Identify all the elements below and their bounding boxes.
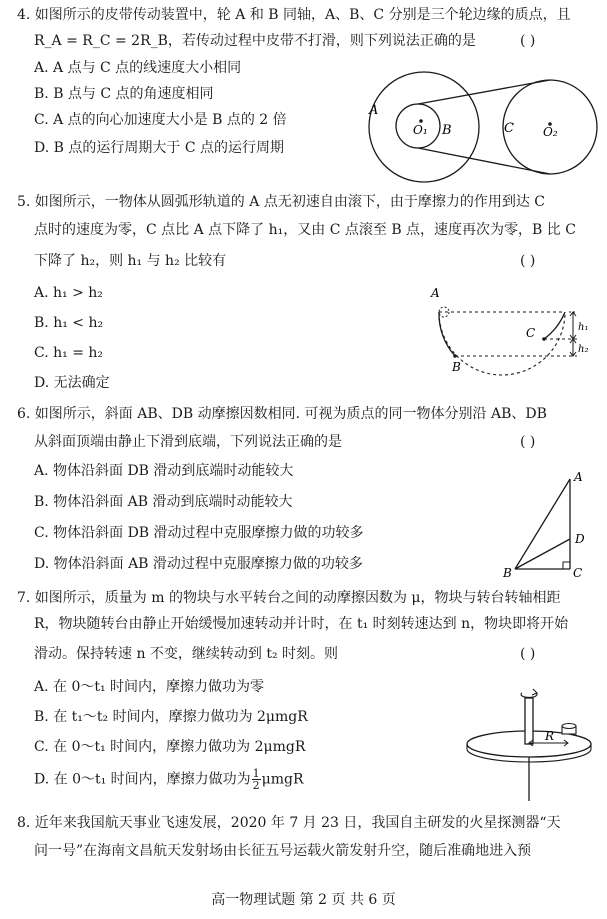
q8-stem-line-2: 问一号”在海南文昌航天发射场由长征五号运载火箭发射升空，随后准确地进入预	[34, 843, 532, 859]
label-o1: O₁	[413, 123, 428, 137]
label-c: C	[504, 121, 514, 136]
belt-top	[418, 80, 550, 104]
q7-option-c: C. 在 0～t₁ 时间内，摩擦力做功为 2μmgR	[34, 739, 306, 755]
block-top	[562, 724, 576, 729]
right-angle-mark	[563, 562, 570, 569]
q7-option-d-formula: μmgR	[261, 771, 304, 788]
label-o2: O₂	[543, 125, 558, 139]
q7-turntable-figure	[459, 680, 599, 805]
q4-answer-paren: ( )	[520, 33, 536, 49]
q6-answer-paren: ( )	[520, 434, 536, 450]
rotation-arrow-head	[532, 689, 537, 695]
q5-answer-paren: ( )	[520, 253, 536, 269]
q4-belt-figure	[364, 64, 599, 190]
fraction-one-half: $\frac{1}{2}$	[252, 767, 260, 792]
q5-stem-line-2: 点时的速度为零，C 点比 A 点下降了 h₁，又由 C 点滚至 B 点，速度再次为零，B 比 C	[34, 222, 576, 238]
q5-option-d: D. 无法确定	[34, 375, 110, 391]
q7-option-a: A. 在 0～t₁ 时间内，摩擦力做功为零	[34, 679, 265, 695]
label-h1: h₁	[578, 322, 589, 333]
q6-option-b: B. 物体沿斜面 AB 滑动到底端时动能较大	[34, 494, 293, 510]
q7-option-b: B. 在 t₁～t₂ 时间内，摩擦力做功为 2μmgR	[34, 709, 308, 725]
q7-option-d	[34, 768, 304, 791]
q7-option-d-text: D. 在 0～t₁ 时间内，摩擦力做功为	[34, 771, 251, 788]
label-c: C	[526, 326, 536, 340]
label-d: D	[575, 532, 585, 546]
q5-stem-line-3: 下降了 h₂，则 h₁ 与 h₂ 比较有	[34, 253, 227, 269]
q5-option-c: C. h₁ = h₂	[34, 345, 104, 361]
q4-stem-line-1: 4. 如图所示的皮带传动装置中，轮 A 和 B 同轴，A、B、C 分别是三个轮边缘的质点，且	[17, 7, 571, 23]
q8-stem-line-1: 8. 近年来我国航天事业飞速发展，2020 年 7 月 23 日，我国自主研发的火星探测器“天	[17, 815, 561, 831]
q5-stem-line-1: 5. 如图所示，一物体从圆弧形轨道的 A 点无初速自由滚下，由于摩擦力的作用到达 C	[17, 194, 545, 210]
q5-option-a: A. h₁ > h₂	[34, 285, 103, 301]
q4-option-b: B. B 点与 C 点的角速度相同	[34, 86, 214, 102]
q6-stem-line-1: 6. 如图所示，斜面 AB、DB 动摩擦因数相同. 可视为质点的同一物体分别沿 AB、DB	[17, 406, 547, 422]
q6-option-c: C. 物体沿斜面 DB 滑动过程中克服摩擦力做的功较多	[34, 525, 364, 541]
q5-option-b: B. h₁ < h₂	[34, 315, 104, 331]
q6-slopes-figure	[495, 465, 595, 581]
label-b: B	[452, 360, 461, 374]
q4-option-a: A. A 点与 C 点的线速度大小相同	[34, 60, 242, 76]
label-a: A	[574, 470, 583, 484]
q5-arc-track-figure	[427, 285, 597, 377]
page-footer: 高一物理试题 第 2 页 共 6 页	[211, 892, 396, 908]
axle-upper	[525, 698, 533, 744]
label-r: R	[545, 729, 555, 743]
q4-stem-line-2: R_A = R_C = 2R_B，若传动过程中皮带不打滑，则下列说法正确的是	[34, 33, 476, 49]
label-b: B	[442, 123, 452, 138]
arc-solid-left	[439, 312, 455, 356]
q7-stem-line-2: R，物块随转台由静止开始缓慢加速转动并计时，在 t₁ 时刻转速达到 n，物块即将开始	[34, 616, 569, 632]
arc-solid-right	[544, 312, 565, 339]
q4-option-c: C. A 点的向心加速度大小是 B 点的 2 倍	[34, 112, 287, 128]
label-c: C	[573, 566, 583, 580]
q7-stem-line-1: 7. 如图所示，质量为 m 的物块与水平转台之间的动摩擦因数为 μ，物块与转台转轴相距	[17, 590, 561, 606]
label-a: A	[369, 103, 379, 118]
slope-db	[515, 539, 570, 569]
q7-stem-line-3: 滑动。保持转速 n 不变，继续转动到 t₂ 时刻。则	[34, 646, 339, 662]
label-a: A	[431, 286, 440, 300]
slope-ab	[515, 479, 570, 569]
q6-option-a: A. 物体沿斜面 DB 滑动到底端时动能较大	[34, 463, 294, 479]
q7-answer-paren: ( )	[520, 646, 536, 662]
q4-option-d: D. B 点的运行周期大于 C 点的运行周期	[34, 140, 284, 156]
belt-bottom	[418, 148, 550, 174]
label-h2: h₂	[578, 344, 589, 355]
label-b: B	[503, 566, 512, 580]
q6-option-d: D. 物体沿斜面 AB 滑动过程中克服摩擦力做的功较多	[34, 556, 363, 572]
q6-stem-line-2: 从斜面顶端由静止下滑到底端，下列说法正确的是	[34, 434, 342, 450]
